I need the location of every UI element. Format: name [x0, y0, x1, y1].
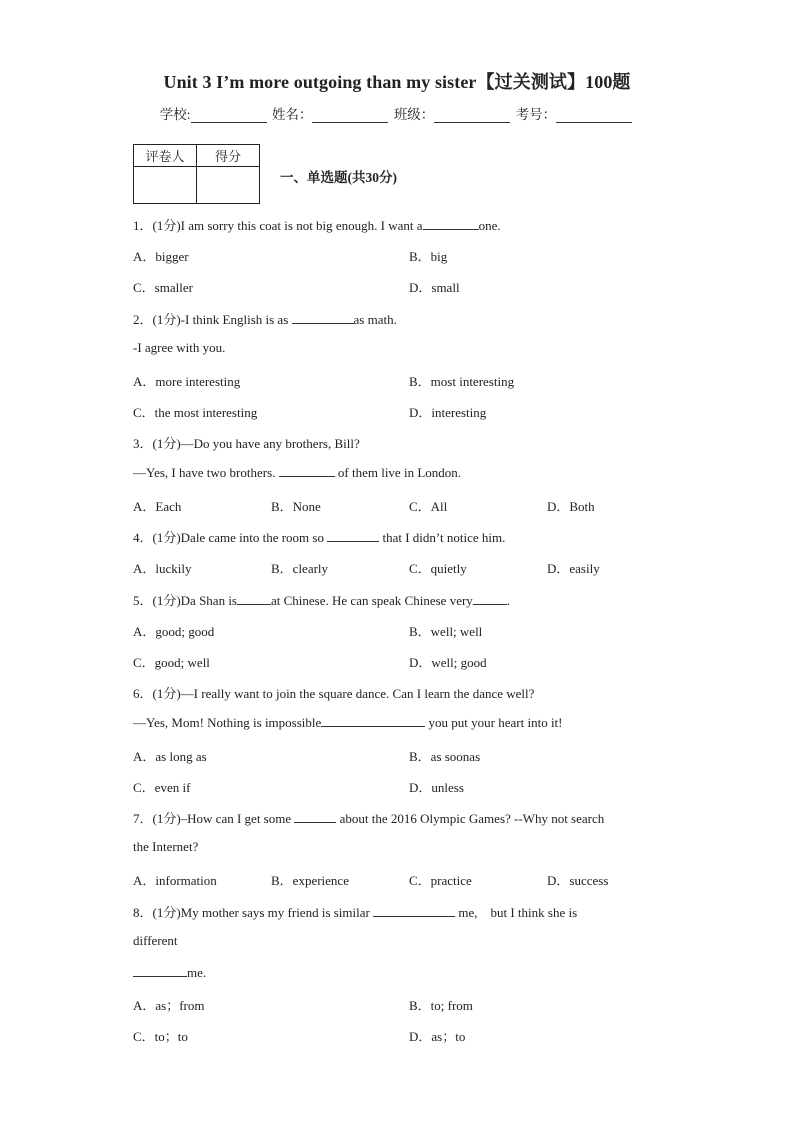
- answer-blank: [294, 810, 336, 823]
- question-4-option-c: C．quietly: [409, 561, 467, 576]
- answer-blank: [237, 592, 271, 605]
- school-blank: [191, 108, 267, 123]
- question-2-reply: -I agree with you.: [133, 340, 226, 355]
- question-8-text-end: me.: [133, 964, 206, 981]
- question-5-option-c: C．good; well: [133, 655, 210, 670]
- question-7-option-b: B．experience: [271, 873, 349, 888]
- answer-blank: [423, 217, 479, 230]
- question-3-option-b: B．None: [271, 499, 321, 514]
- answer-blank: [327, 529, 379, 542]
- question-7-option-d: D．success: [547, 873, 609, 888]
- score-header: 得分: [197, 145, 260, 167]
- answer-blank: [292, 311, 354, 324]
- question-6-text: 6．(1分)—I really want to join the square dance. Can I learn the dance well?: [133, 686, 535, 701]
- question-1-option-d: D．small: [409, 280, 460, 295]
- question-1-option-c: C．smaller: [133, 280, 193, 295]
- question-6-option-d: D．unless: [409, 780, 464, 795]
- question-6-reply: —Yes, Mom! Nothing is impossible you put your heart into it!: [133, 715, 563, 730]
- student-info-line: [0, 103, 794, 123]
- question-5-option-b: B．well; well: [409, 624, 483, 639]
- page-title: Unit 3 I’m more outgoing than my sister【过关测试】100题: [163, 72, 631, 92]
- question-7-option-c: C．practice: [409, 873, 472, 888]
- answer-blank: [473, 592, 507, 605]
- question-3-option-d: D．Both: [547, 499, 595, 514]
- class-label: 班级：: [393, 107, 435, 122]
- question-8-option-d: D．as；to: [409, 1029, 466, 1044]
- question-1-option-a: A．bigger: [133, 249, 189, 264]
- question-8-text: 8．(1分)My mother says my friend is similar me, but I think she is: [133, 905, 578, 920]
- question-1-text: 1．(1分)I am sorry this coat is not big enough. I want a one.: [133, 218, 501, 233]
- question-2-text: 2．(1分)-I think English is as as math.: [133, 312, 397, 327]
- question-7-text: 7．(1分)–How can I get some about the 2016 Olympic Games? --Why not search: [133, 811, 605, 826]
- number-blank: [556, 108, 632, 123]
- question-3-option-a: A．Each: [133, 499, 182, 514]
- question-1-option-b: B．big: [409, 249, 448, 264]
- question-4-option-a: A．luckily: [133, 561, 192, 576]
- question-4-option-d: D．easily: [547, 561, 600, 576]
- question-2-option-c: C．the most interesting: [133, 405, 258, 420]
- grader-header: 评卷人: [134, 145, 197, 167]
- number-label: 考号：: [515, 107, 557, 122]
- school-label: 学校:: [159, 107, 191, 122]
- question-6-option-b: B．as soonas: [409, 749, 481, 764]
- section-title: 一、单选题(共30分): [280, 170, 397, 185]
- question-7-text-cont: the Internet?: [133, 839, 199, 854]
- name-blank: [312, 108, 388, 123]
- question-2-option-a: A．more interesting: [133, 374, 241, 389]
- question-2-option-d: D．interesting: [409, 405, 487, 420]
- question-5-option-d: D．well; good: [409, 655, 487, 670]
- answer-blank: [279, 464, 335, 477]
- question-6-option-c: C．even if: [133, 780, 191, 795]
- question-8-option-b: B．to; from: [409, 998, 473, 1013]
- question-8-text-cont: different: [133, 933, 178, 948]
- question-6-option-a: A．as long as: [133, 749, 207, 764]
- answer-blank: [373, 904, 455, 917]
- question-5-text: 5．(1分)Da Shan is at Chinese. He can speak Chinese very .: [133, 593, 511, 608]
- question-4-option-b: B．clearly: [271, 561, 329, 576]
- grader-cell: [134, 167, 197, 204]
- question-8-option-a: A．as；from: [133, 998, 205, 1013]
- name-label: 姓名：: [271, 107, 313, 122]
- question-3-reply: —Yes, I have two brothers. of them live in London.: [133, 465, 462, 480]
- question-3-option-c: C．All: [409, 499, 448, 514]
- question-4-text: 4．(1分)Dale came into the room so that I didn’t notice him.: [133, 530, 506, 545]
- answer-blank: [321, 714, 425, 727]
- class-blank: [434, 108, 510, 123]
- question-3-text: 3．(1分)—Do you have any brothers, Bill?: [133, 436, 360, 451]
- question-8-option-c: C．to；to: [133, 1029, 188, 1044]
- score-cell: [197, 167, 260, 204]
- question-5-option-a: A．good; good: [133, 624, 215, 639]
- answer-blank: [133, 964, 187, 977]
- question-2-option-b: B．most interesting: [409, 374, 515, 389]
- score-table: [133, 144, 260, 204]
- question-7-option-a: A．information: [133, 873, 217, 888]
